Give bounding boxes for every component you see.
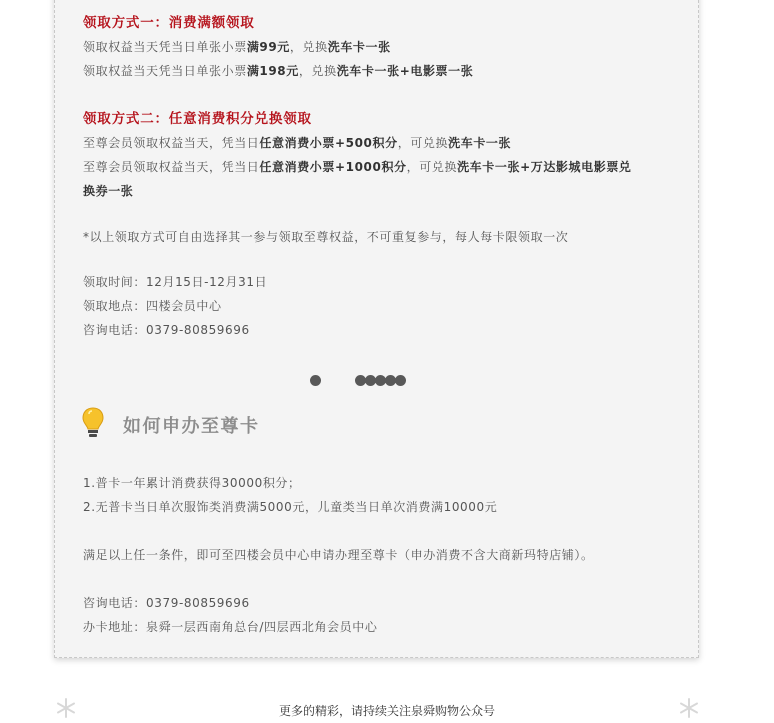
condition-2: 2.无普卡当日单次服饰类消费满5000元，儿童类当日单次消费满10000元	[83, 500, 498, 514]
divider-dot	[395, 375, 406, 386]
claim-phone: 咨询电话：0379-80859696	[83, 323, 250, 337]
method2-heading: 领取方式二：任意消费积分兑换领取	[83, 111, 312, 127]
section-title: 如何申办至尊卡	[123, 416, 260, 437]
method1-line1: 领取权益当天凭当日单张小票满99元，兑换洗车卡一张	[83, 40, 391, 54]
divider-dot	[310, 375, 321, 386]
divider-dots-group	[355, 371, 406, 383]
method2-line3: 换券一张	[83, 184, 134, 198]
condition-1: 1.普卡一年累计消费获得30000积分；	[83, 476, 301, 490]
claim-place: 领取地点：四楼会员中心	[83, 299, 222, 313]
method2-line2: 至尊会员领取权益当天，凭当日任意消费小票+1000积分，可兑换洗车卡一张+万达影城电影票兑	[83, 160, 632, 174]
method1-line2: 领取权益当天凭当日单张小票满198元，兑换洗车卡一张+电影票一张	[83, 64, 474, 78]
apply-phone: 咨询电话：0379-80859696	[83, 596, 250, 610]
method2-line1: 至尊会员领取权益当天，凭当日任意消费小票+500积分，可兑换洗车卡一张	[83, 136, 512, 150]
rules-note: *以上领取方式可自由选择其一参与领取至尊权益，不可重复参与，每人每卡限领取一次	[83, 230, 569, 244]
apply-note: 满足以上任一条件，即可至四楼会员中心申请办理至尊卡（申办消费不含大商新玛特店铺）。	[83, 548, 594, 562]
apply-address: 办卡地址：泉舜一层西南角总台/四层西北角会员中心	[83, 620, 378, 634]
content-card	[54, 0, 699, 658]
footer-text: 更多的精彩，请持续关注泉舜购物公众号	[278, 704, 495, 718]
lightbulb-icon	[80, 406, 106, 440]
claim-time: 领取时间：12月15日-12月31日	[83, 275, 268, 289]
method1-heading: 领取方式一：消费满额领取	[83, 15, 255, 31]
divider-dots	[310, 371, 321, 383]
